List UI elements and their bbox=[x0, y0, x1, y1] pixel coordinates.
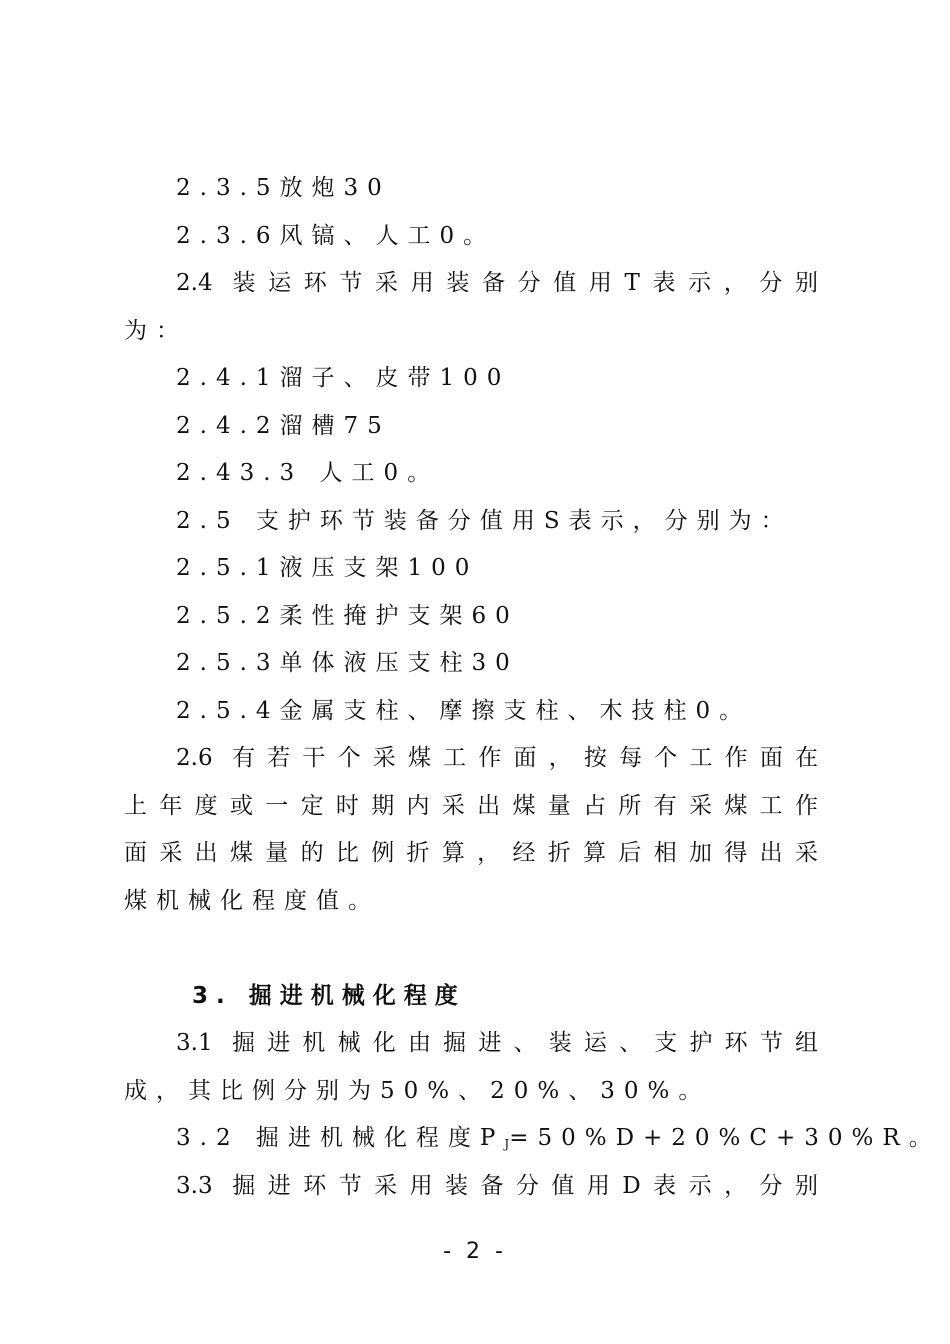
item-3-1-line1: 3.1 掘进机械化由掘进、装运、支护环节组 bbox=[176, 1030, 818, 1056]
item-2-6-line4: 煤机械化程度值。 bbox=[124, 888, 380, 914]
item-2-3-6: 2.3.6风镐、人工0。 bbox=[176, 223, 496, 249]
item-2-5: 2.5 支护环节装备分值用S表示，分别为： bbox=[176, 508, 793, 534]
item-2-5-1: 2.5.1液压支架100 bbox=[176, 555, 479, 581]
item-2-6-line3: 面采出煤量的比例折算，经折算后相加得出采 bbox=[124, 840, 818, 866]
item-2-4-3: 2.43.3 人工0。 bbox=[176, 460, 440, 486]
item-2-4-line1: 2.4 装运环节采用装备分值用T表示，分别 bbox=[176, 270, 818, 296]
item-2-5-4: 2.5.4金属支柱、摩擦支柱、木技柱0。 bbox=[176, 698, 752, 724]
item-3-2 bbox=[176, 1123, 941, 1159]
formula-subscript: J bbox=[504, 1137, 510, 1151]
item-2-4-1: 2.4.1溜子、皮带100 bbox=[176, 365, 511, 391]
item-2-3-5: 2.3.5放炮30 bbox=[176, 175, 391, 201]
formula-prefix: 3.2 掘进机械化程度P bbox=[176, 1125, 505, 1151]
item-2-4-line2: 为： bbox=[124, 318, 188, 344]
item-2-6-line1: 2.6 有若干个采煤工作面，按每个工作面在 bbox=[176, 745, 818, 771]
item-2-5-2: 2.5.2柔性掩护支架60 bbox=[176, 603, 519, 629]
item-3-3-line1: 3.3 掘进环节采用装备分值用D表示，分别 bbox=[176, 1173, 818, 1199]
item-2-4-2: 2.4.2溜槽75 bbox=[176, 413, 391, 439]
page-number: - 2 - bbox=[443, 1239, 507, 1264]
item-2-5-3: 2.5.3单体液压支柱30 bbox=[176, 650, 519, 676]
item-3-1-line2: 成，其比例分别为50%、20%、30%。 bbox=[124, 1078, 711, 1104]
section-3-heading: 3. 掘进机械化程度 bbox=[192, 983, 466, 1009]
formula-body: =50%D+20%C+30%R。 bbox=[509, 1125, 941, 1151]
item-2-6-line2: 上年度或一定时期内采出煤量占所有采煤工作 bbox=[124, 793, 818, 819]
